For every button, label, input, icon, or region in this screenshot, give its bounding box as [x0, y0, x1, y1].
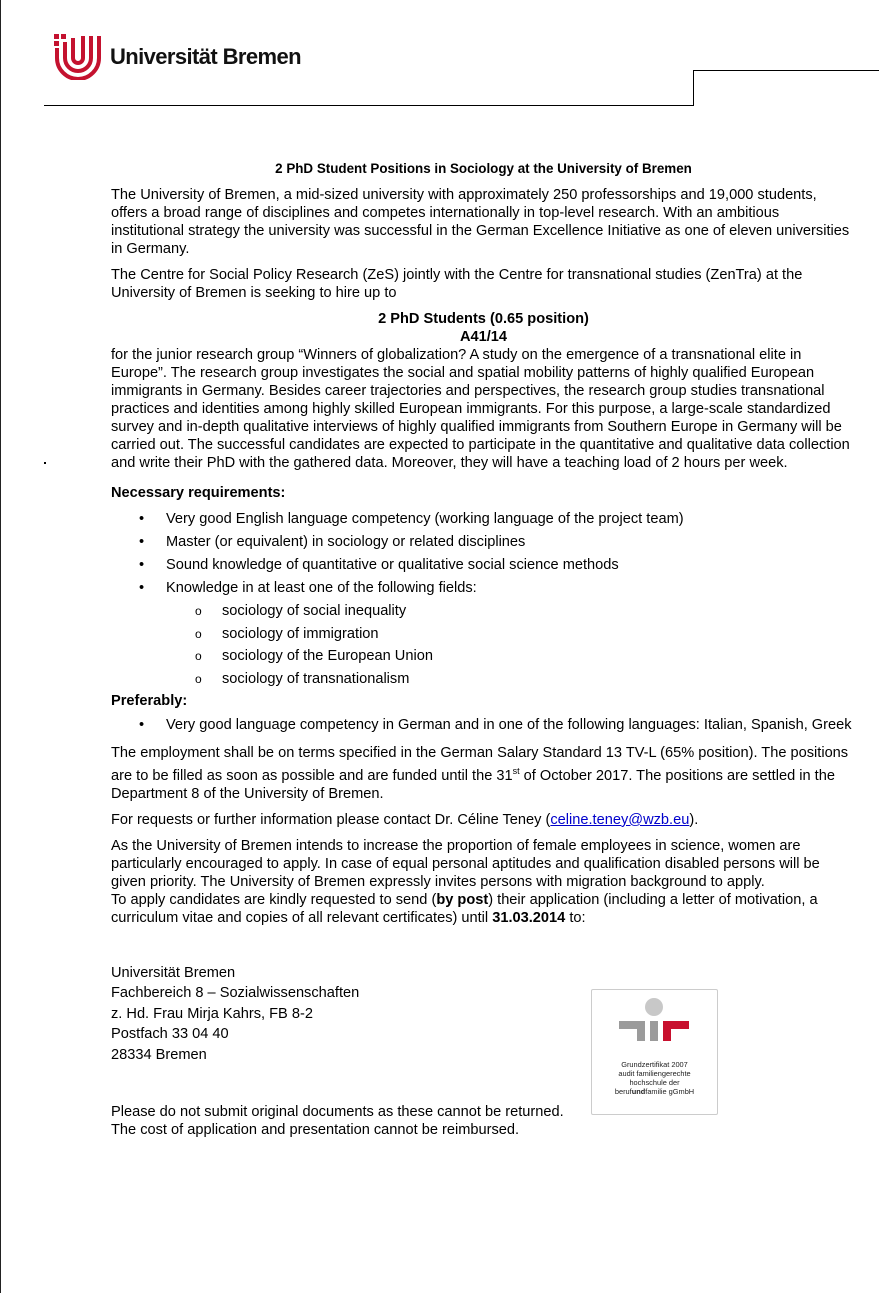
family-audit-certificate [591, 989, 718, 1115]
list-item: • Very good language competency in German and in one of the following languages: Italian, Spanish, Greek [111, 716, 856, 734]
position-heading [111, 310, 856, 346]
contact-email-link[interactable]: celine.teney@wzb.eu [550, 811, 690, 828]
postal-address [111, 963, 856, 1066]
intro-paragraph-2: The Centre for Social Policy Research (ZeS) jointly with the Centre for transnational studies (ZenTra) at the University of Bremen is seeking to hire up to [111, 267, 803, 301]
header-rule-top [693, 70, 879, 71]
closing-notes [111, 1103, 856, 1139]
equality-paragraph: As the University of Bremen intends to increase the proportion of female employees in science, women are particularly encouraged to apply. In case of equal personal aptitudes and qualification disabled persons will be given priority. The University of Bremen expressly invites persons with migration background to apply. [111, 837, 820, 890]
requirements-heading: Necessary requirements: [111, 485, 286, 501]
certificate-caption: Grundzertifikat 2007 audit familiengerechte hochschule der berufundfamilie gGmbH [614, 1060, 695, 1096]
certificate-logo-icon [592, 990, 717, 1058]
address-line: 28334 Bremen [111, 1046, 207, 1063]
address-line: z. Hd. Frau Mirja Kahrs, FB 8-2 [111, 1005, 313, 1022]
document-body [111, 160, 856, 1139]
preferably-list [111, 716, 856, 734]
list-item: • Knowledge in at least one of the following fields: [111, 579, 856, 597]
list-item: • Master (or equivalent) in sociology or related disciplines [111, 533, 856, 551]
position-title: 2 PhD Students (0.65 position) [378, 311, 589, 327]
requirements-list [111, 510, 856, 597]
header-rule-step [693, 70, 694, 106]
margin-dot [44, 462, 46, 464]
fields-list [111, 602, 856, 688]
list-item: • Sound knowledge of quantitative or qualitative social science methods [111, 556, 856, 574]
apply-paragraph: To apply candidates are kindly requested to send (by post) their application (including a letter of motivation, a curriculum vitae and copies of all relevant certificates) until 31.03.2014 to: [111, 891, 818, 926]
header-rule [44, 105, 693, 106]
address-line: Fachbereich 8 – Sozialwissenschaften [111, 985, 360, 1002]
address-line: Postfach 33 04 40 [111, 1026, 229, 1043]
list-item: o sociology of immigration [111, 625, 856, 643]
list-item: o sociology of the European Union [111, 647, 856, 665]
employment-paragraph: The employment shall be on terms specified in the German Salary Standard 13 TV-L (65% position). The positions are to be filled as soon as possible and are funded until the 31st of October 2017. The positions are settled in the Department 8 of the University of Bremen. [111, 745, 849, 802]
page-title: 2 PhD Student Positions in Sociology at the University of Bremen [275, 161, 692, 176]
university-name: Universität Bremen [110, 44, 301, 69]
intro-paragraph: The University of Bremen, a mid-sized university with approximately 250 professorships and 19,000 students, offers a broad range of disciplines and competes internationally in top-level research. With an ambitious institutional strategy the university was successful in the German Excellence Initiative as one of eleven universities in Germany. [111, 187, 850, 257]
list-item: o sociology of social inequality [111, 602, 856, 620]
university-emblem-icon [54, 34, 104, 80]
address-line: Universität Bremen [111, 964, 236, 981]
closing-line: The cost of application and presentation cannot be reimbursed. [111, 1122, 520, 1139]
university-logo [54, 34, 301, 80]
preferably-heading: Preferably: [111, 693, 188, 709]
list-item: o sociology of transnationalism [111, 670, 856, 688]
description-paragraph: for the junior research group “Winners of globalization? A study on the emergence of a transnational elite in Europe”. The research group investigates the social and spatial mobility patterns of highly qualified European immigrants in Germany. Besides career trajectories and perspectives, the research group studies transnational practices and identities among highly skilled European immigrants. For this purpose, a large-scale standardized survey and in-depth qualitative interviews of highly qualified immigrants from Southern Europe in Germany will be carried out. The successful candidates are expected to participate in the quantitative and qualitative data collection and write their PhD with the gathered data. Moreover, they will have a teaching load of 2 hours per week. [111, 347, 850, 471]
closing-line: Please do not submit original documents as these cannot be returned. [111, 1104, 564, 1121]
page-left-border [0, 0, 1, 1293]
list-item: • Very good English language competency (working language of the project team) [111, 510, 856, 528]
contact-paragraph: For requests or further information please contact Dr. Céline Teney (celine.teney@wzb.eu). [111, 811, 699, 828]
position-code: A41/14 [459, 329, 508, 345]
